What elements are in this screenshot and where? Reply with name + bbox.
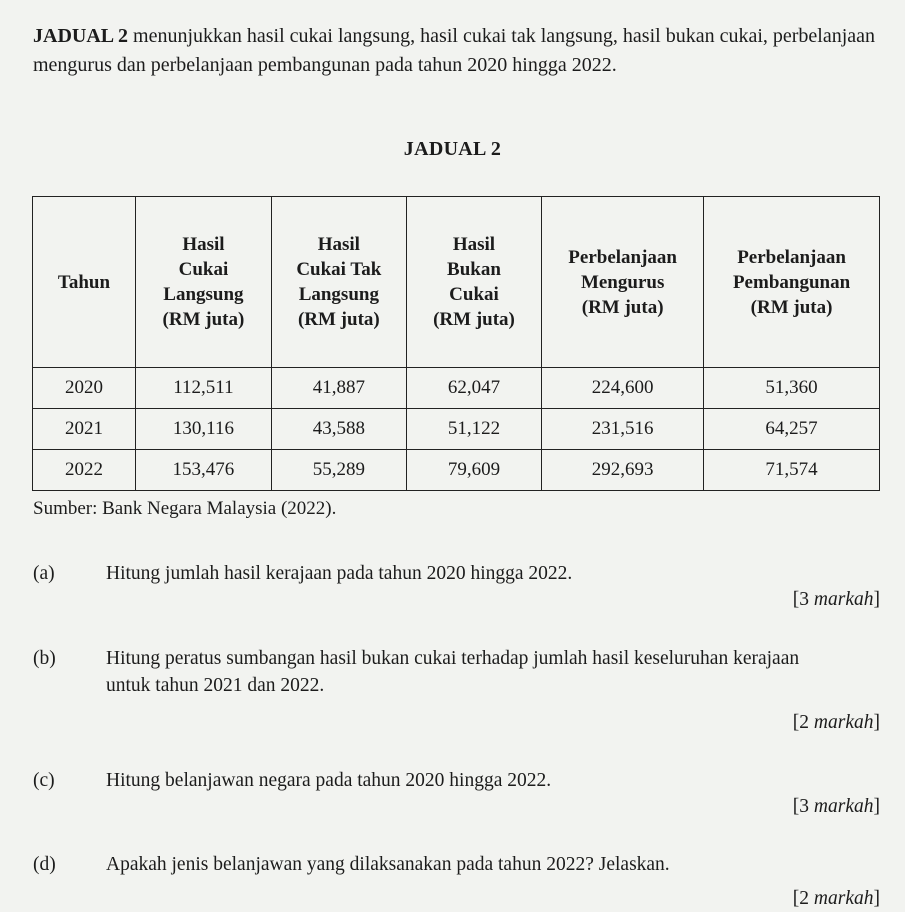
marks-d (793, 888, 880, 910)
table-row (33, 368, 880, 409)
cell-value: 62,047 (406, 368, 541, 409)
question-text: Hitung jumlah hasil kerajaan pada tahun 2020 hingga 2022. (106, 563, 573, 584)
cell-value: 112,511 (135, 368, 271, 409)
header-line: Cukai (178, 259, 229, 280)
revenue-expenditure-table (32, 196, 880, 491)
cell-value: 55,289 (271, 450, 406, 491)
marks-a (793, 589, 880, 611)
cell-value: 43,588 (271, 409, 406, 450)
intro-paragraph (33, 22, 883, 80)
marks-close: ] (873, 589, 880, 610)
header-hasil-cukai-tak-langsung (271, 197, 406, 368)
cell-value: 153,476 (135, 450, 271, 491)
cell-value: 292,693 (542, 450, 704, 491)
marks-open: [3 (792, 589, 814, 610)
marks-word: markah (813, 888, 874, 909)
header-line: Pembangunan (732, 271, 851, 293)
intro-text: menunjukkan hasil cukai langsung, hasil cukai tak langsung, hasil bukan cukai, perbelanjaan mengurus dan perbelanjaan pembangunan pada tahun 2020 hingga 2022. (33, 25, 876, 76)
cell-value: 79,609 (406, 450, 541, 491)
marks-close: ] (873, 712, 880, 733)
marks-word: markah (813, 796, 874, 817)
cell-tahun: 2022 (33, 450, 136, 491)
question-label: (d) (33, 854, 56, 875)
question-label: (a) (33, 563, 55, 584)
question-text: Hitung belanjawan negara pada tahun 2020 hingga 2022. (106, 770, 552, 791)
marks-b (793, 712, 880, 734)
header-line: Perbelanjaan (568, 246, 677, 268)
header-line: Langsung (163, 284, 244, 305)
header-line: Langsung (298, 284, 379, 305)
header-line: Hasil (452, 234, 496, 255)
marks-open: [2 (792, 888, 814, 909)
question-text: Hitung peratus sumbangan hasil bukan cukai terhadap jumlah hasil keseluruhan kerajaan untuk tahun 2021 dan 2022. (106, 648, 800, 696)
header-line: (RM juta) (297, 309, 380, 330)
cell-value: 224,600 (542, 368, 704, 409)
marks-close: ] (873, 888, 880, 909)
header-line: Mengurus (580, 271, 665, 293)
header-line: Tahun (57, 271, 111, 293)
question-label: (b) (33, 648, 56, 669)
header-perbelanjaan-mengurus (542, 197, 704, 368)
cell-value: 231,516 (542, 409, 704, 450)
header-line: (RM juta) (750, 296, 833, 318)
cell-tahun: 2021 (33, 409, 136, 450)
header-line: Hasil (317, 234, 360, 255)
table-source: Sumber: Bank Negara Malaysia (2022). (33, 498, 337, 519)
cell-value: 64,257 (704, 409, 880, 450)
header-line: Perbelanjaan (737, 246, 846, 268)
table-row (33, 409, 880, 450)
cell-value: 130,116 (135, 409, 271, 450)
table-header-row (33, 197, 880, 368)
question-label: (c) (33, 770, 55, 791)
header-line: (RM juta) (162, 309, 245, 330)
intro-bold-lead: JADUAL 2 (33, 25, 129, 47)
header-line: Bukan (447, 259, 501, 280)
header-line: Cukai Tak (296, 259, 382, 280)
header-line: Cukai (449, 284, 499, 305)
question-text: Apakah jenis belanjawan yang dilaksanakan pada tahun 2022? Jelaskan. (106, 854, 670, 875)
marks-word: markah (813, 589, 874, 610)
cell-tahun: 2020 (33, 368, 136, 409)
header-tahun (33, 197, 136, 368)
table-row (33, 450, 880, 491)
marks-open: [2 (792, 712, 814, 733)
header-hasil-bukan-cukai (406, 197, 541, 368)
header-perbelanjaan-pembangunan (704, 197, 880, 368)
cell-value: 51,360 (704, 368, 880, 409)
marks-word: markah (813, 712, 874, 733)
header-line: Hasil (182, 234, 225, 255)
cell-value: 71,574 (704, 450, 880, 491)
header-line: (RM juta) (433, 309, 515, 330)
marks-c (793, 796, 880, 818)
table-title: JADUAL 2 (403, 138, 502, 160)
cell-value: 41,887 (271, 368, 406, 409)
cell-value: 51,122 (406, 409, 541, 450)
marks-close: ] (873, 796, 880, 817)
header-hasil-cukai-langsung (135, 197, 271, 368)
marks-open: [3 (792, 796, 814, 817)
header-line: (RM juta) (581, 296, 664, 318)
